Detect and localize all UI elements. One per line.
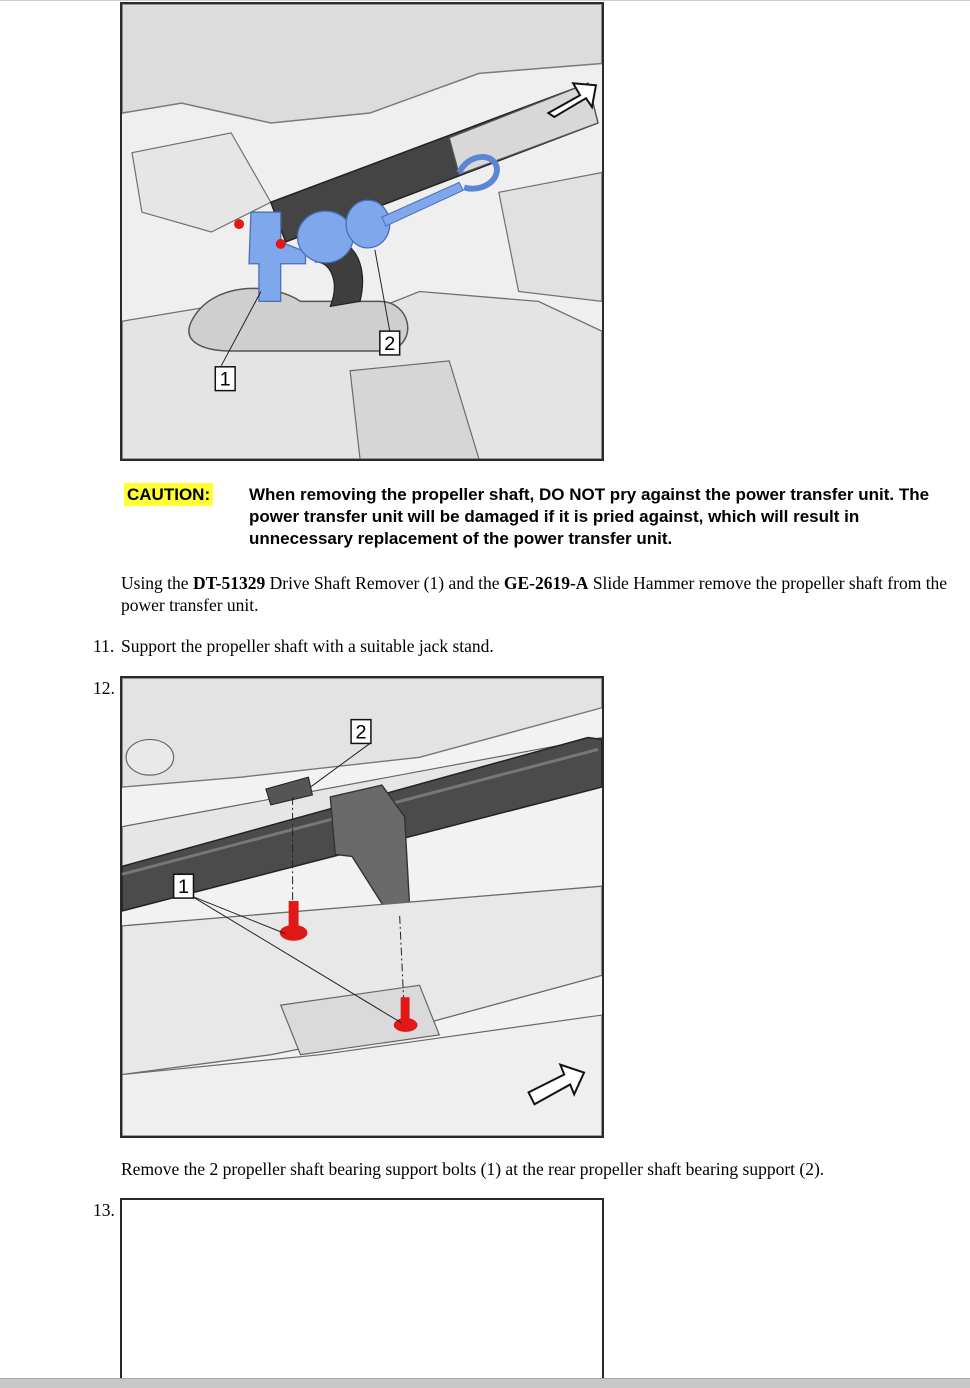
tool-dt-51329: DT-51329 [192, 573, 266, 593]
step-13-number: 13. [93, 1200, 115, 1220]
step-11-number: 11. [93, 636, 115, 656]
caution-text: When removing the propeller shaft, DO NOT pry against the power transfer unit. The power transfer unit will be damaged if it is pried against, which will result in unnecessary replacement of the power transfer unit. [249, 485, 930, 548]
callout-1: 1 [178, 876, 190, 899]
tool-ge-2619-a: GE-2619-A [503, 573, 589, 593]
step-12-number: 12. [93, 678, 115, 698]
figure-step-13 [120, 1198, 604, 1388]
figure-bearing-support-bolts [120, 676, 604, 1138]
callout-2: 2 [384, 332, 396, 355]
callout-2: 2 [355, 721, 367, 744]
page-bottom-scrollbar[interactable] [0, 1378, 970, 1388]
step-11-text: Support the propeller shaft with a suitable jack stand. [121, 636, 494, 656]
figure-drive-shaft-remover [120, 2, 604, 461]
step-12-text: Remove the 2 propeller shaft bearing support bolts (1) at the rear propeller shaft bearing support (2). [121, 1159, 825, 1179]
step-10-text-part3: Slide Hammer remove the propeller shaft from the power transfer unit. [121, 573, 948, 615]
page-top-edge [0, 0, 970, 1]
step-10-instruction [121, 572, 966, 616]
step-10-text-part1: Using the [121, 573, 193, 593]
step-10-text-part2: Drive Shaft Remover (1) and the [265, 573, 504, 593]
caution-label: CAUTION: [124, 483, 213, 506]
figure-1-illustration [122, 4, 602, 459]
callout-1: 1 [219, 368, 231, 391]
figure-12-illustration [122, 678, 602, 1136]
